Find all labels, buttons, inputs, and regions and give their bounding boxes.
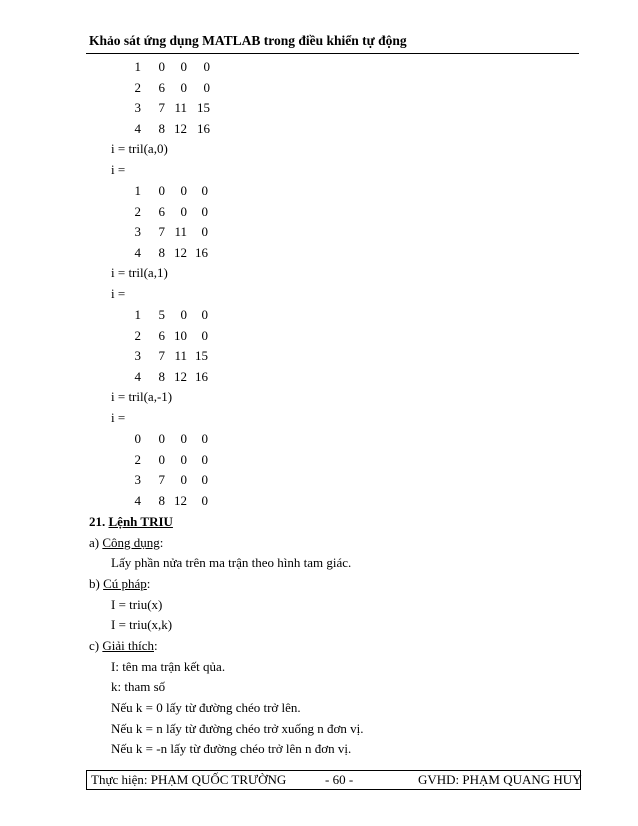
matrix-cell: 4 xyxy=(134,492,141,508)
matrix-cell: 1 xyxy=(134,183,141,198)
matrix-cell: 0 xyxy=(180,431,187,446)
matrix-cell: 8 xyxy=(158,492,165,508)
code-line-tril-0: i = tril(a,0) xyxy=(111,141,168,156)
matrix-cell: 1 xyxy=(134,59,141,74)
section-heading xyxy=(89,514,173,530)
footer-author: Thực hiện: PHẠM QUỐC TRƯỜNG xyxy=(91,772,287,787)
explain-line-3: Nếu k = 0 lấy từ đường chéo trở lên. xyxy=(111,700,301,715)
matrix-cell: 0 xyxy=(201,203,208,219)
matrix-cell: 15 xyxy=(195,348,208,364)
output-label: i = xyxy=(111,286,126,301)
explain-line-5: Nếu k = -n lấy từ đường chéo trở lên n đơn vị. xyxy=(111,741,352,756)
matrix-cell: 4 xyxy=(134,120,141,136)
matrix-cell: 12 xyxy=(174,492,187,508)
section-title: Lệnh TRIU xyxy=(108,514,173,529)
matrix-cell: 3 xyxy=(134,224,141,240)
output-label: i = xyxy=(111,162,126,177)
subsection-a-text: Lấy phần nửa trên ma trận theo hình tam giác. xyxy=(111,555,352,570)
matrix-cell: 0 xyxy=(158,431,165,446)
matrix-cell: 0 xyxy=(180,307,187,322)
matrix-cell: 16 xyxy=(195,244,208,260)
matrix-cell: 3 xyxy=(134,348,141,364)
matrix-cell: 0 xyxy=(201,224,208,240)
page-header-title: Khảo sát ứng dụng MATLAB trong điều khiển tự động xyxy=(89,33,407,48)
matrix-cell: 0 xyxy=(201,472,208,488)
matrix-cell: 0 xyxy=(180,183,187,198)
matrix-cell: 6 xyxy=(158,203,165,219)
matrix-cell: 7 xyxy=(158,100,165,116)
matrix-cell: 7 xyxy=(158,348,165,364)
matrix-cell: 0 xyxy=(158,451,165,467)
matrix-cell: 0 xyxy=(201,183,208,198)
matrix-cell: 2 xyxy=(134,79,141,95)
matrix-cell: 0 xyxy=(201,307,208,322)
colon: : xyxy=(146,576,151,591)
footer-advisor: GVHD: PHẠM QUANG HUY xyxy=(418,772,582,787)
matrix-cell: 7 xyxy=(158,224,165,240)
matrix-cell: 4 xyxy=(134,244,141,260)
matrix-cell: 10 xyxy=(174,327,187,343)
matrix-cell: 2 xyxy=(134,451,141,467)
syntax-line-1: I = triu(x) xyxy=(111,597,163,612)
matrix-cell: 0 xyxy=(201,492,208,508)
code-line-tril-1: i = tril(a,1) xyxy=(111,265,168,280)
syntax-line-2: I = triu(x,k) xyxy=(111,617,173,632)
matrix-cell: 8 xyxy=(158,244,165,260)
matrix-cell: 16 xyxy=(197,120,210,136)
matrix-cell: 8 xyxy=(158,368,165,384)
matrix-cell: 0 xyxy=(180,472,187,488)
matrix-cell: 0 xyxy=(201,327,208,343)
matrix-cell: 12 xyxy=(174,368,187,384)
matrix-cell: 0 xyxy=(180,59,187,74)
subsection-b-title: Cú pháp xyxy=(103,576,147,591)
matrix-cell: 3 xyxy=(134,100,141,116)
matrix-cell: 12 xyxy=(174,244,187,260)
matrix-cell: 6 xyxy=(158,327,165,343)
matrix-cell: 0 xyxy=(201,431,208,446)
matrix-cell: 0 xyxy=(158,183,165,198)
footer-page-number: - 60 - xyxy=(325,772,354,787)
subsection-c-label: c) xyxy=(89,638,100,653)
matrix-cell: 0 xyxy=(180,203,187,219)
section-number: 21. xyxy=(89,514,106,529)
matrix-cell: 0 xyxy=(203,59,210,74)
matrix-cell: 8 xyxy=(158,120,165,136)
matrix-cell: 11 xyxy=(174,224,187,240)
header-divider xyxy=(86,53,579,54)
matrix-cell: 2 xyxy=(134,327,141,343)
matrix-cell: 12 xyxy=(174,120,187,136)
explain-line-4: Nếu k = n lấy từ đường chéo trở xuống n đơn vị. xyxy=(111,721,364,736)
matrix-cell: 0 xyxy=(180,451,187,467)
subsection-c-title: Giải thích xyxy=(102,638,154,653)
matrix-cell: 11 xyxy=(174,348,187,364)
subsection-a-title: Công dụng xyxy=(102,535,160,550)
matrix-cell: 0 xyxy=(201,451,208,467)
matrix-cell: 16 xyxy=(195,368,208,384)
explain-line-2: k: tham số xyxy=(111,679,166,694)
subsection-c xyxy=(89,638,158,654)
matrix-cell: 7 xyxy=(158,472,165,488)
matrix-cell: 6 xyxy=(158,79,165,95)
matrix-cell: 1 xyxy=(134,307,141,322)
matrix-cell: 2 xyxy=(134,203,141,219)
matrix-cell: 3 xyxy=(134,472,141,488)
matrix-cell: 4 xyxy=(134,368,141,384)
matrix-cell: 5 xyxy=(158,307,165,322)
matrix-cell: 0 xyxy=(203,79,210,95)
subsection-a xyxy=(89,535,163,551)
colon: : xyxy=(159,535,164,550)
matrix-cell: 0 xyxy=(134,431,141,446)
matrix-cell: 11 xyxy=(174,100,187,116)
output-label: i = xyxy=(111,410,126,425)
matrix-cell: 0 xyxy=(180,79,187,95)
matrix-cell: 0 xyxy=(158,59,165,74)
matrix-cell: 15 xyxy=(197,100,210,116)
code-line-tril-minus1: i = tril(a,-1) xyxy=(111,389,173,404)
subsection-b xyxy=(89,576,150,592)
subsection-a-label: a) xyxy=(89,535,100,550)
explain-line-1: I: tên ma trận kết qủa. xyxy=(111,659,226,674)
subsection-b-label: b) xyxy=(89,576,100,591)
colon: : xyxy=(154,638,158,653)
